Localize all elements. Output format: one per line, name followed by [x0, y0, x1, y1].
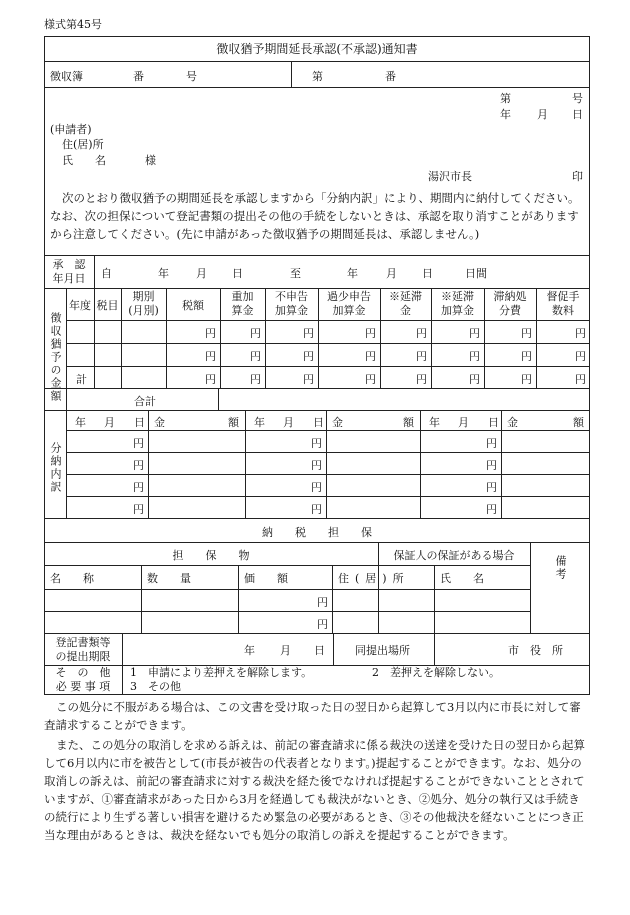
ledger-label: 徴収簿 [50, 70, 83, 83]
guarantor-col-address: 住(居)所 [338, 572, 410, 585]
installment-col-tsuki: 月 [458, 416, 469, 429]
installment-col-kin: 金 [154, 416, 165, 429]
deadline-tsuki: 月 [280, 644, 291, 657]
yen-unit: 円 [416, 373, 427, 386]
approval-from-tsuki: 月 [196, 267, 207, 280]
form-number: 様式第45号 [44, 18, 102, 31]
doc-no-go: 号 [572, 92, 583, 105]
rule [66, 343, 590, 344]
sama-label: 様 [145, 154, 156, 167]
approval-from: 自 [101, 267, 112, 280]
installment-col-hi: 日 [134, 416, 145, 429]
other-item-1: 1 申請により差押えを解除します。 [130, 666, 313, 679]
yen-unit: 円 [311, 481, 322, 494]
approval-label-1: 承 認 [52, 258, 86, 271]
approval-to: 至 [290, 267, 301, 280]
yen-unit: 円 [311, 459, 322, 472]
other-item-2: 2 差押えを解除しない。 [372, 666, 500, 679]
ledger-go: 号 [186, 70, 197, 83]
rule [218, 388, 219, 410]
yen-unit: 円 [250, 327, 261, 340]
rule [66, 366, 590, 367]
date-nen: 年 [500, 108, 511, 121]
rule [66, 496, 590, 497]
deferred-header: 加算金 [441, 304, 474, 317]
deferred-header: 分費 [499, 304, 521, 317]
yen-unit: 円 [575, 373, 586, 386]
notice-body: 次のとおり徴収猶予の期間延長を承認しますから「分納内訳」により、期間内に納付してください。なお、次の担保について登記書類の提出その他の手続をしないときは、承認を取り消すことがありますから注意してください。(先に申請があった徴収猶予の期間延長は、承認しません。) [50, 191, 580, 241]
yen-unit: 円 [205, 373, 216, 386]
yen-unit: 円 [133, 481, 144, 494]
other-label-2: 必 要 事 項 [55, 680, 111, 693]
yen-unit: 円 [486, 503, 497, 516]
collateral-items-label: 担 保 物 [172, 549, 250, 562]
collateral-col-qty: 数 量 [147, 572, 191, 585]
yen-unit: 円 [486, 459, 497, 472]
yen-unit: 円 [303, 327, 314, 340]
deferred-header: 不申告 [275, 290, 308, 303]
yen-unit: 円 [416, 350, 427, 363]
deferred-header: 金 [400, 304, 411, 317]
number-ban: 番 [385, 70, 396, 83]
remarks-label: 備考 [554, 555, 567, 581]
yen-unit: 円 [133, 459, 144, 472]
installment-col-gaku: 額 [573, 416, 584, 429]
deferred-header: ※延滞 [441, 290, 474, 303]
rule [44, 589, 530, 590]
mayor-label: 湯沢市長 [428, 170, 472, 183]
deadline-nen: 年 [244, 644, 255, 657]
rule [66, 430, 590, 431]
deferred-header: 加算金 [332, 304, 366, 317]
yen-unit: 円 [250, 373, 261, 386]
collateral-section-title: 納 税 担 保 [262, 526, 372, 539]
yen-unit: 円 [575, 350, 586, 363]
installment-col-nen: 年 [254, 416, 265, 429]
rule [434, 565, 435, 633]
deferred-side-label: 徴収猶予の金額 [49, 311, 62, 403]
rule [530, 542, 531, 633]
yen-unit: 円 [365, 373, 376, 386]
rule [141, 565, 142, 633]
yen-unit: 円 [250, 350, 261, 363]
deferred-header: 年度 [69, 299, 91, 312]
deferred-header: 期別 [132, 290, 155, 303]
approval-to-nen: 年 [347, 267, 358, 280]
rule [66, 320, 590, 321]
deferred-header: 督促手 [546, 290, 580, 303]
deferred-subtotal-label: 計 [76, 373, 87, 386]
yen-unit: 円 [365, 327, 376, 340]
rule [66, 474, 590, 475]
approval-from-nen: 年 [158, 267, 169, 280]
number-dai: 第 [312, 70, 323, 83]
appeal-note-2: また、この処分の取消しを求める訴えは、前記の審査請求に係る裁決の送達を受けた日の翌日から起算して6月以内に市を被告として(市長が被告の代表者となります。)提起することができます。なお、処分の取消しの訴えは、前記の審査請求に対する裁決を経た後でなければ提起することができないこととされていますが、①審査請求があった日から3月を経過しても裁決がないとき、②処分、処分の執行又は手続きの続行により生ずる著しい損害を避けるため緊急の必要があるとき、③その他裁決を経ないことにつき正当な理由があるときは、裁決を経ないでも処分の取消しの訴えを提起することができます。 [44, 738, 585, 842]
deferred-header: (月別) [128, 304, 159, 317]
installment-col-kin: 金 [507, 416, 518, 429]
rule [66, 452, 590, 453]
rule [44, 518, 590, 519]
guarantor-col-name: 氏 名 [440, 572, 484, 585]
yen-unit: 円 [365, 350, 376, 363]
yen-unit: 円 [205, 327, 216, 340]
installment-col-kin: 金 [332, 416, 343, 429]
address-label: 住(居)所 [62, 138, 104, 151]
other-item-3: 3 その他 [130, 680, 181, 693]
approval-label-2: 年月日 [52, 272, 86, 285]
deadline-label-2: の提出期限 [55, 650, 111, 663]
yen-unit: 円 [133, 437, 144, 450]
installment-col-hi: 日 [313, 416, 324, 429]
other-label-1: そ の 他 [55, 666, 111, 679]
appeal-note-1: この処分に不服がある場合は、この文書を受け取った日の翌日から起算して3月以内に市長に対して審査請求することができます。 [44, 700, 581, 732]
collateral-col-value: 価 額 [244, 572, 288, 585]
collateral-col-name: 名 称 [50, 572, 94, 585]
installment-col-tsuki: 月 [283, 416, 294, 429]
yen-unit: 円 [469, 373, 480, 386]
deadline-label-1: 登記書類等 [55, 636, 111, 649]
date-tsuki: 月 [537, 108, 548, 121]
yen-unit: 円 [521, 373, 532, 386]
deferred-header: 数料 [552, 304, 574, 317]
deadline-place-label: 同提出場所 [355, 644, 410, 657]
installment-col-tsuki: 月 [104, 416, 115, 429]
seal-mark: 印 [572, 170, 583, 183]
approval-from-hi: 日 [232, 267, 243, 280]
installment-col-gaku: 額 [228, 416, 239, 429]
yen-unit: 円 [303, 373, 314, 386]
yen-unit: 円 [311, 437, 322, 450]
deadline-office: 市 役 所 [508, 644, 563, 657]
yen-unit: 円 [205, 350, 216, 363]
installment-col-nen: 年 [429, 416, 440, 429]
applicant-label: (申請者) [50, 123, 92, 136]
yen-unit: 円 [486, 481, 497, 494]
date-hi: 日 [572, 108, 583, 121]
yen-unit: 円 [133, 503, 144, 516]
document-title: 徴収猶予期間延長承認(不承認)通知書 [216, 42, 418, 56]
yen-unit: 円 [486, 437, 497, 450]
yen-unit: 円 [469, 327, 480, 340]
name-label: 氏 名 [62, 154, 106, 167]
yen-unit: 円 [469, 350, 480, 363]
installment-col-nen: 年 [75, 416, 86, 429]
rule [44, 611, 530, 612]
yen-unit: 円 [317, 618, 328, 631]
deferred-header: 過少申告 [327, 290, 371, 303]
yen-unit: 円 [521, 350, 532, 363]
rule [44, 410, 590, 411]
yen-unit: 円 [521, 327, 532, 340]
installment-side-label: 分納内訳 [49, 442, 62, 494]
yen-unit: 円 [303, 350, 314, 363]
yen-unit: 円 [416, 327, 427, 340]
guarantor-label: 保証人の保証がある場合 [393, 549, 515, 562]
deferred-grand-total-label: 合計 [134, 395, 156, 408]
deferred-header: 加算金 [275, 304, 308, 317]
deferred-header: 重加 [231, 290, 254, 303]
doc-no-dai: 第 [500, 92, 511, 105]
deferred-header: 税額 [182, 299, 204, 312]
rule [44, 542, 590, 543]
ledger-ban: 番 [133, 70, 144, 83]
rule [332, 565, 333, 633]
deferred-header: 滞納処 [493, 290, 527, 303]
deferred-header: 税目 [96, 299, 119, 312]
yen-unit: 円 [575, 327, 586, 340]
installment-col-hi: 日 [488, 416, 499, 429]
approval-to-tsuki: 月 [386, 267, 397, 280]
installment-col-gaku: 額 [403, 416, 414, 429]
yen-unit: 円 [317, 596, 328, 609]
deferred-header: ※延滞 [389, 290, 422, 303]
rule [44, 388, 590, 389]
deferred-header: 算金 [231, 304, 254, 317]
approval-to-hi: 日 [422, 267, 433, 280]
approval-days: 日間 [465, 267, 487, 280]
yen-unit: 円 [311, 503, 322, 516]
deadline-hi: 日 [314, 644, 325, 657]
rule [44, 565, 530, 566]
